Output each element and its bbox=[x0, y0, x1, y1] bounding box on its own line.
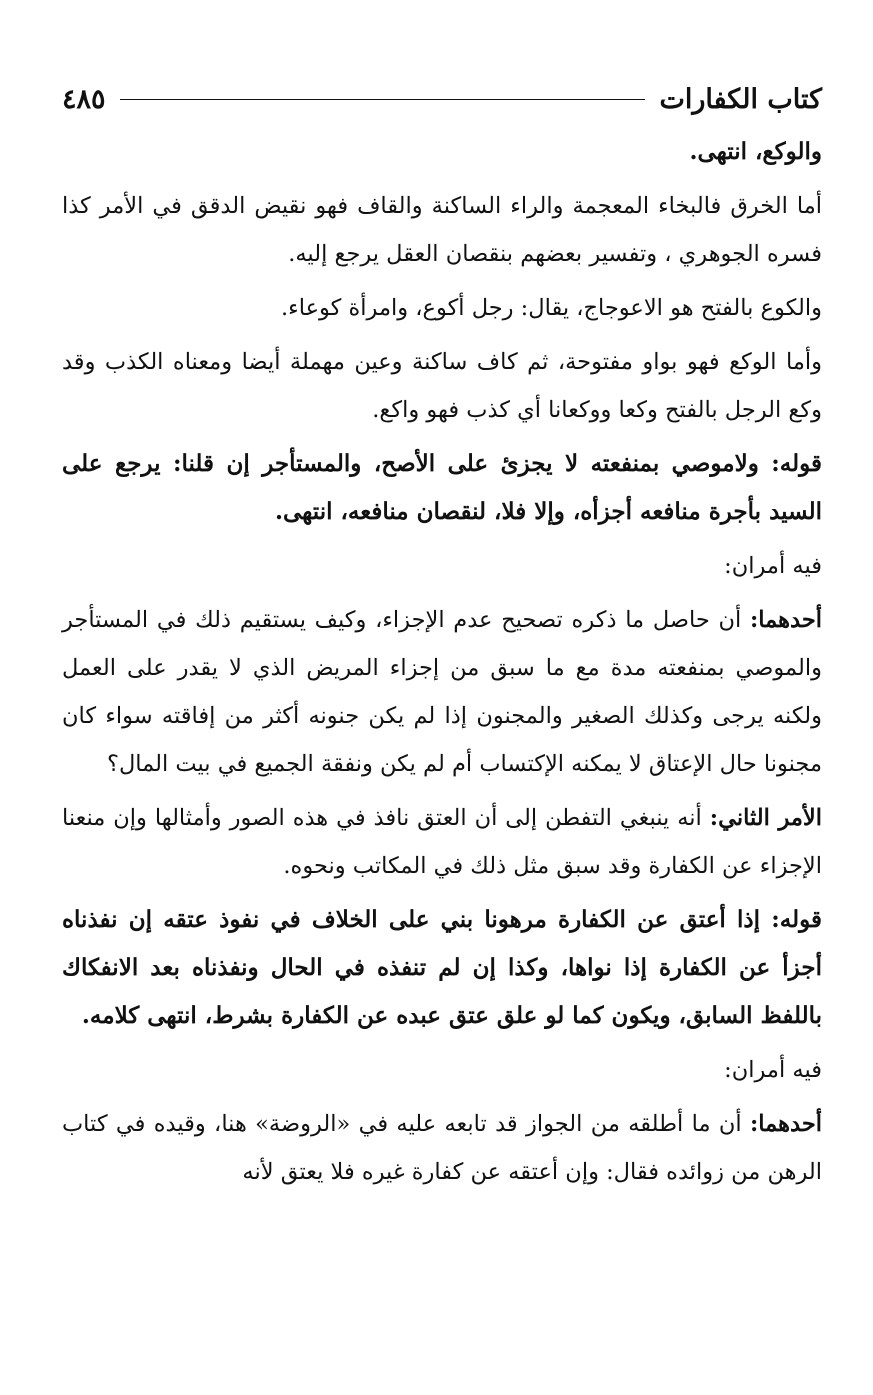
paragraph-lead: قوله: bbox=[771, 906, 822, 933]
running-header bbox=[62, 78, 822, 120]
paragraph-1 bbox=[62, 128, 822, 176]
paragraph-9 bbox=[62, 896, 822, 1040]
paragraph-text: أن ما أطلقه من الجواز قد تابعه عليه في «الروضة» هنا، وقيده في كتاب الرهن من زوائده فقال: وإن أعتقه عن كفارة غيره فلا يعتق لأنه bbox=[62, 1111, 822, 1185]
body-text bbox=[62, 128, 822, 1196]
paragraph-8 bbox=[62, 794, 822, 890]
paragraph-text: أنه ينبغي التفطن إلى أن العتق نافذ في هذه الصور وأمثالها وإن منعنا الإجزاء عن الكفارة وقد سبق مثل ذلك في المكاتب ونحوه. bbox=[62, 805, 822, 879]
paragraph-text: فيه أمران: bbox=[724, 1057, 822, 1083]
paragraph-5 bbox=[62, 440, 822, 536]
paragraph-lead: أحدهما: bbox=[750, 1111, 823, 1137]
header-rule bbox=[120, 99, 646, 100]
paragraph-6 bbox=[62, 542, 822, 590]
document-page bbox=[62, 78, 822, 1202]
paragraph-lead: قوله: bbox=[771, 450, 822, 477]
paragraph-text: ولاموصي بمنفعته لا يجزئ على الأصح، والمستأجر إن قلنا: يرجع على السيد بأجرة منافعه أجزأه، وإلا فلا، لنقصان منافعه، انتهى. bbox=[62, 450, 822, 525]
page-number: ٤٨٥ bbox=[62, 83, 106, 115]
header-title: كتاب الكفارات bbox=[659, 83, 822, 115]
paragraph-text: وأما الوكع فهو بواو مفتوحة، ثم كاف ساكنة وعين مهملة أيضا ومعناه الكذب وقد وكع الرجل بالفتح وكعا ووكعانا أي كذب فهو واكع. bbox=[62, 349, 822, 423]
paragraph-11 bbox=[62, 1100, 822, 1196]
paragraph-text: فيه أمران: bbox=[724, 553, 822, 579]
paragraph-text: إذا أعتق عن الكفارة مرهونا بني على الخلاف في نفوذ عتقه إن نفذناه أجزأ عن الكفارة إذا نواها، وكذا إن لم تنفذه في الحال ونفذناه بعد الانفكاك باللفظ السابق، ويكون كما لو علق عتق عبده عن الكفارة بشرط، انتهى كلامه. bbox=[62, 906, 822, 1029]
paragraph-text: أما الخرق فالبخاء المعجمة والراء الساكنة والقاف فهو نقيض الدقق في الأمر كذا فسره الجوهري ، وتفسير بعضهم بنقصان العقل يرجع إليه. bbox=[62, 193, 822, 267]
paragraph-lead: الأمر الثاني: bbox=[709, 805, 822, 831]
paragraph-lead: أحدهما: bbox=[749, 607, 822, 633]
paragraph-3 bbox=[62, 284, 822, 332]
paragraph-4 bbox=[62, 338, 822, 434]
paragraph-text: والوكع، انتهى. bbox=[689, 138, 822, 165]
paragraph-2 bbox=[62, 182, 822, 278]
paragraph-text: والكوع بالفتح هو الاعوجاج، يقال: رجل أكوع، وامرأة كوعاء. bbox=[281, 295, 822, 321]
paragraph-7 bbox=[62, 596, 822, 788]
paragraph-text: أن حاصل ما ذكره تصحيح عدم الإجزاء، وكيف يستقيم ذلك في المستأجر والموصي بمنفعته مدة مع ما سبق من إجزاء المريض الذي لا يقدر على العمل ولكنه يرجى وكذلك الصغير والمجنون إذا لم يكن جنونه أكثر من إفاقته سواء كان مجنونا حال الإعتاق لا يمكنه الإكتساب أم لم يكن ونفقة الجميع في بيت المال؟ bbox=[62, 607, 822, 777]
paragraph-10 bbox=[62, 1046, 822, 1094]
